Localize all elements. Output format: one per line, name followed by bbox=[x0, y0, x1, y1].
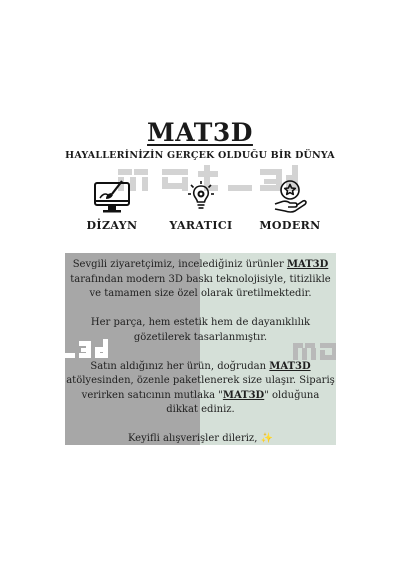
lightbulb-gear-icon bbox=[188, 180, 214, 212]
message-paragraph-3: Satın aldığınız her ürün, doğrudan MAT3D atölyesinden, özenle paketlenerek size ulaşır. Sipariş verirken satıcının mutlaka "MAT3D" olduğuna dikkat ediniz. bbox=[66, 360, 335, 415]
tagline: HAYALLERİNİZİN GERÇEK OLDUĞU BİR DÜNYA bbox=[65, 150, 335, 161]
brand-mention: MAT3D bbox=[222, 389, 265, 401]
brand-title: MAT3D bbox=[147, 118, 253, 147]
hand-star-icon bbox=[273, 178, 307, 214]
brand-mention: MAT3D bbox=[286, 259, 329, 270]
monitor-brush-icon bbox=[92, 178, 132, 218]
message-paragraph-1: Sevgili ziyaretçimiz, incelediğiniz ürünler MAT3D tarafından modern 3D baskı teknolojisiyle, titizlikle ve tamamen size özel olarak üretilmektedir. bbox=[70, 259, 331, 299]
message-paragraph-4: Keyifli alışverişler dileriz, ✨ bbox=[127, 433, 274, 444]
feature-label-yaratici: YARATICI bbox=[169, 219, 233, 232]
message-panel bbox=[65, 253, 336, 445]
feature-label-dizayn: DİZAYN bbox=[86, 219, 138, 232]
brand-mention: MAT3D bbox=[269, 360, 311, 372]
sparkle-icon: ✨ bbox=[260, 433, 274, 444]
feature-label-modern: MODERN bbox=[259, 219, 321, 232]
message-paragraph-2: Her parça, hem estetik hem de dayanıklılık gözetilerek tasarlanmıştır. bbox=[90, 317, 311, 343]
message-text bbox=[65, 258, 336, 445]
